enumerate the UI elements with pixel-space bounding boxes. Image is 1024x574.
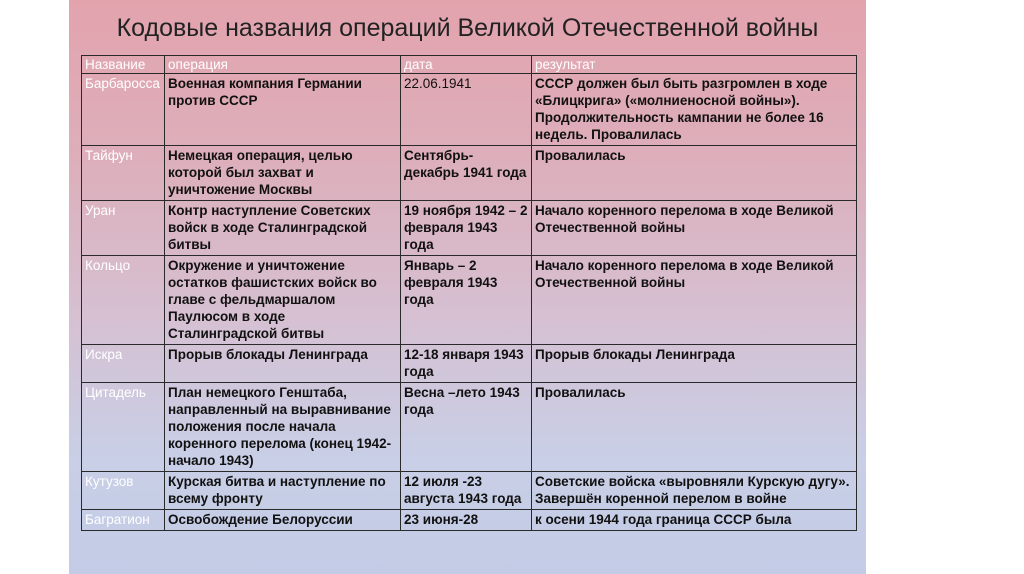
table-row: [82, 383, 857, 472]
table-row: [82, 345, 857, 383]
slide: [69, 0, 866, 574]
header-result: результат: [532, 56, 857, 74]
operation-result: Начало коренного перелома в ходе Великой Отечественной войны: [532, 201, 857, 256]
operation-result: к осени 1944 года граница СССР была: [532, 510, 857, 531]
operation-date: 12-18 января 1943 года: [401, 345, 532, 383]
operation-date: 22.06.1941: [401, 74, 532, 146]
operation-description: Освобождение Белоруссии: [165, 510, 401, 531]
operation-name: Кутузов: [82, 472, 165, 510]
table-row: [82, 146, 857, 201]
operation-date: 19 ноября 1942 – 2 февраля 1943 года: [401, 201, 532, 256]
operation-result: Прорыв блокады Ленинграда: [532, 345, 857, 383]
operation-result: СССР должен был быть разгромлен в ходе «Блицкрига» («молниеносной войны»). Продолжительность кампании не более 16 недель. Провалилась: [532, 74, 857, 146]
table-header-row: [82, 56, 857, 74]
operations-table: [81, 55, 857, 531]
operation-date: 12 июля -23 августа 1943 года: [401, 472, 532, 510]
table-row: [82, 256, 857, 345]
operation-name: Уран: [82, 201, 165, 256]
operation-description: Контр наступление Советских войск в ходе Сталинградской битвы: [165, 201, 401, 256]
operation-name: Кольцо: [82, 256, 165, 345]
table-row: [82, 74, 857, 146]
header-name: Название: [82, 56, 165, 74]
operation-date: Сентябрь- декабрь 1941 года: [401, 146, 532, 201]
operation-name: Цитадель: [82, 383, 165, 472]
operation-description: План немецкого Генштаба, направленный на выравнивание положения после начала коренного перелома (конец 1942-начало 1943): [165, 383, 401, 472]
table-row: [82, 472, 857, 510]
operation-description: Немецкая операция, целью которой был захват и уничтожение Москвы: [165, 146, 401, 201]
operation-description: Прорыв блокады Ленинграда: [165, 345, 401, 383]
operation-name: Барбаросса: [82, 74, 165, 146]
operation-name: Тайфун: [82, 146, 165, 201]
operation-result: Советские войска «выровняли Курскую дугу». Завершён коренной перелом в войне: [532, 472, 857, 510]
operation-date: Весна –лето 1943 года: [401, 383, 532, 472]
header-operation: операция: [165, 56, 401, 74]
table-row: [82, 201, 857, 256]
operation-description: Курская битва и наступление по всему фронту: [165, 472, 401, 510]
operation-name: Искра: [82, 345, 165, 383]
operation-description: Военная компания Германии против СССР: [165, 74, 401, 146]
header-date: дата: [401, 56, 532, 74]
operation-result: Провалилась: [532, 146, 857, 201]
operation-date: Январь – 2 февраля 1943 года: [401, 256, 532, 345]
operation-date: 23 июня-28: [401, 510, 532, 531]
operation-name: Багратион: [82, 510, 165, 531]
table-row: [82, 510, 857, 531]
operation-result: Провалилась: [532, 383, 857, 472]
slide-title: Кодовые названия операций Великой Отечественной войны: [116, 14, 819, 42]
operation-description: Окружение и уничтожение остатков фашистских войск во главе с фельдмаршалом Паулюсом в ходе Сталинградской битвы: [165, 256, 401, 345]
operation-result: Начало коренного перелома в ходе Великой Отечественной войны: [532, 256, 857, 345]
